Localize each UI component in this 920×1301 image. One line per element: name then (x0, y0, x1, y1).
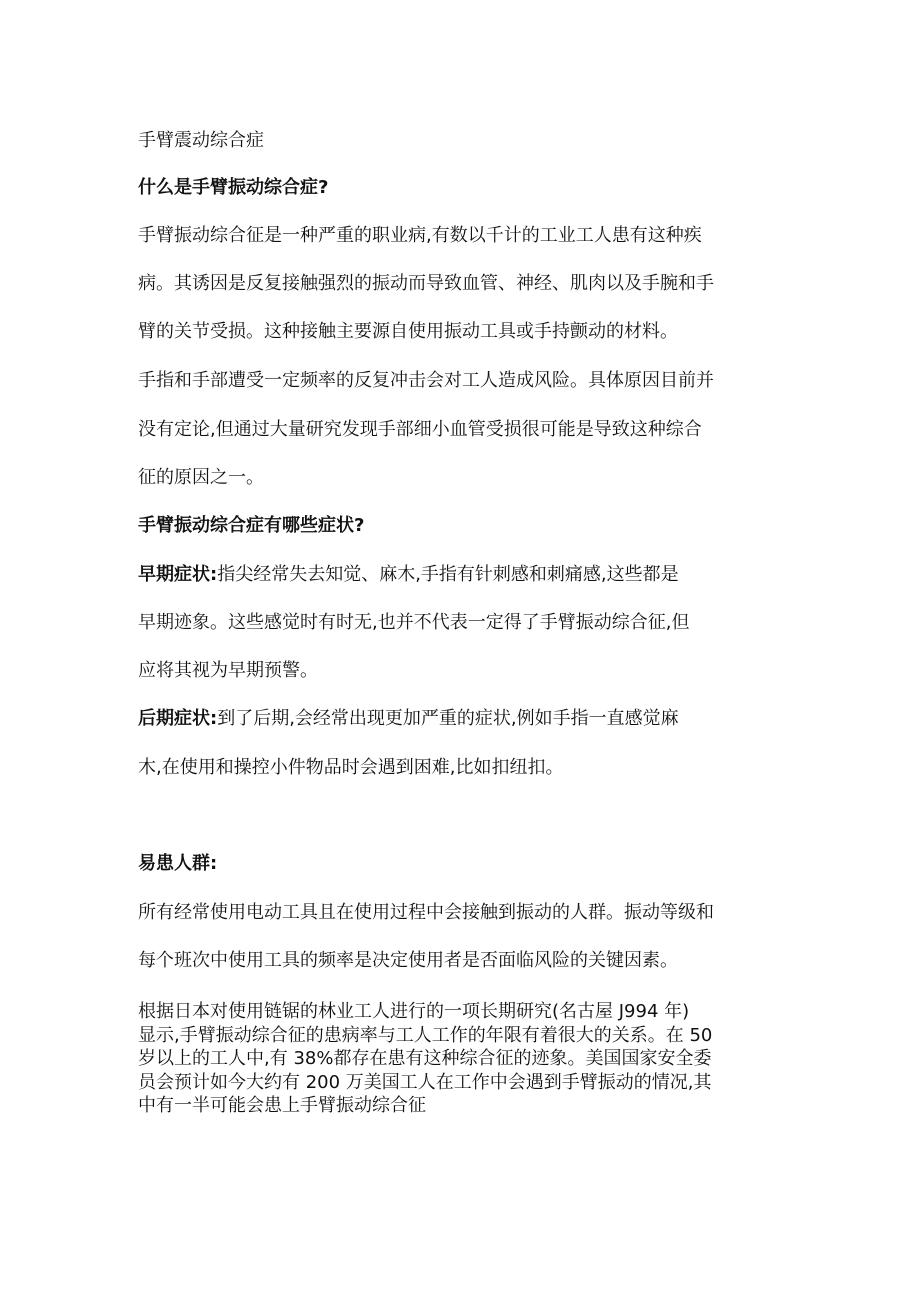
paragraph-line: 应将其视为早期预警。 (138, 660, 318, 681)
paragraph-study (138, 1000, 788, 1118)
paragraph-line: 显示,手臂振动综合征的患病率与工人工作的年限有着很大的关系。在 50 (138, 1024, 713, 1046)
paragraph-line: 臂的关节受损。这种接触主要源自使用振动工具或手持颤动的材料。 (138, 321, 678, 342)
paragraph-line (138, 563, 679, 587)
paragraph-line: 征的原因之一。 (138, 467, 264, 488)
heading-symptoms: 手臂振动综合症有哪些症状? (138, 515, 365, 536)
paragraph-line (138, 707, 679, 731)
late-symptoms-label: 后期症状: (138, 708, 218, 729)
paragraph-line: 员会预计如今大约有 200 万美国工人在工作中会遇到手臂振动的情况,其 (138, 1071, 712, 1093)
early-symptoms-text: 指尖经常失去知觉、麻木,手指有针刺感和刺痛感,这些都是 (217, 564, 679, 585)
paragraph-line: 病。其诱因是反复接触强烈的振动而导致血管、神经、肌肉以及手腕和手 (138, 273, 714, 294)
paragraph-line: 早期迹象。这些感觉时有时无,也并不代表一定得了手臂振动综合征,但 (138, 612, 690, 633)
heading-what-is: 什么是手臂振动综合症? (138, 177, 329, 198)
paragraph-line: 所有经常使用电动工具且在使用过程中会接触到振动的人群。振动等级和 (138, 902, 714, 923)
early-symptoms-label: 早期症状: (138, 564, 218, 585)
paragraph-line: 岁以上的工人中,有 38%都存在患有这种综合征的迹象。美国国家安全委 (138, 1048, 712, 1069)
paragraph-line: 手臂振动综合征是一种严重的职业病,有数以千计的工业工人患有这种疾 (138, 225, 702, 246)
paragraph-line: 手指和手部遭受一定频率的反复冲击会对工人造成风险。具体原因目前并 (138, 370, 714, 391)
late-symptoms-text: 到了后期,会经常出现更加严重的症状,例如手指一直感觉麻 (217, 708, 679, 729)
paragraph-line: 中有一半可能会患上手臂振动综合征 (138, 1095, 426, 1116)
paragraph-line: 根据日本对使用链锯的林业工人进行的一项长期研究(名古屋 J994 年) (138, 1001, 690, 1022)
paragraph-line: 没有定论,但通过大量研究发现手部细小血管受损很可能是导致这种综合 (138, 419, 702, 440)
heading-risk-groups: 易患人群: (138, 853, 218, 874)
paragraph-line: 木,在使用和操控小件物品时会遇到困难,比如扣纽扣。 (138, 757, 564, 778)
paragraph-line: 每个班次中使用工具的频率是决定使用者是否面临风险的关键因素。 (138, 950, 678, 971)
document-title: 手臂震动综合症 (138, 130, 264, 151)
